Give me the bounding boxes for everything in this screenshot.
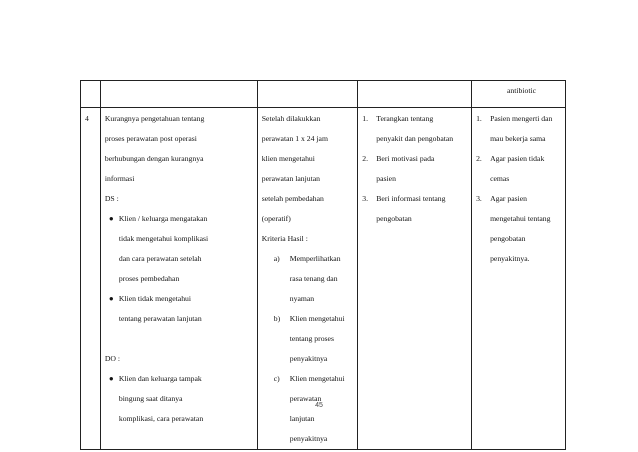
- intervention-continuation: pasien: [376, 174, 396, 183]
- criteria-continuation: tentang proses: [289, 334, 334, 343]
- problem-title-line: informasi: [104, 174, 135, 183]
- rationale-continuation: pengobatan: [490, 234, 526, 243]
- rationale-mark: 2.: [476, 154, 482, 163]
- row-number: 4: [85, 114, 89, 123]
- intervention-text: Beri informasi tentang: [376, 194, 446, 203]
- rationale-continuation: mau bekerja sama: [490, 134, 546, 143]
- cell-intervention: [358, 108, 472, 450]
- ds-label: DS :: [104, 194, 119, 203]
- page-number: 45: [315, 402, 323, 409]
- rationale-item: [476, 189, 561, 209]
- problem-title-line: Kurangnya pengetahuan tentang: [104, 114, 205, 123]
- cell-no-prev: [81, 81, 101, 108]
- criteria-mark: a): [273, 254, 280, 263]
- ds-item-continuation: tentang perawatan lanjutan: [118, 314, 202, 323]
- cell-problem-prev: [100, 81, 257, 108]
- rationale-mark: 3.: [476, 194, 482, 203]
- criteria-item: [262, 249, 354, 269]
- goal-line: Setelah dilakukkan: [261, 114, 321, 123]
- intervention-mark: 3.: [362, 194, 369, 203]
- criteria-item: [262, 309, 354, 329]
- cell-rationale: [472, 108, 566, 450]
- rationale-item: [476, 109, 561, 129]
- criteria-text: Klien mengetahui: [289, 314, 345, 323]
- rationale-continuation: mengetahui tentang: [490, 214, 551, 223]
- ds-item-continuation: tidak mengetahui komplikasi: [118, 234, 209, 243]
- ds-item-text: Klien / keluarga mengatakan: [118, 214, 208, 223]
- intervention-continuation: pengobatan: [376, 214, 412, 223]
- ds-item: [105, 209, 253, 229]
- cell-problem: [100, 108, 257, 450]
- criteria-continuation: rasa tenang dan: [289, 274, 338, 283]
- goal-line: (operatif): [261, 214, 291, 223]
- goal-line: setelah pembedahan: [261, 194, 324, 203]
- bullet-icon: ●: [108, 214, 114, 223]
- do-item-text: Klien dan keluarga tampak: [118, 374, 202, 383]
- ds-item-continuation: proses pembedahan: [118, 274, 180, 283]
- do-item: [105, 369, 253, 389]
- criteria-continuation: perawatan: [289, 394, 322, 403]
- intervention-text: Terangkan tentang: [376, 114, 434, 123]
- ds-item: [105, 289, 253, 309]
- bullet-icon: ●: [108, 294, 114, 303]
- problem-title-line: proses perawatan post operasi: [104, 134, 197, 143]
- rationale-continuation-text: antibiotic: [507, 86, 537, 95]
- criteria-mark: b): [273, 314, 281, 323]
- table-row: [81, 108, 566, 450]
- criteria-text: Memperlihatkan: [289, 254, 341, 263]
- goal-line: klien mengetahui: [261, 154, 315, 163]
- ds-item-continuation: dan cara perawatan setelah: [118, 254, 202, 263]
- ds-item-text: Klien tidak mengetahui: [118, 294, 192, 303]
- problem-title-line: berhubungan dengan kurangnya: [104, 154, 204, 163]
- criteria-continuation: penyakitnya: [289, 354, 328, 363]
- criteria-continuation: lanjutan: [289, 414, 315, 423]
- cell-rationale-prev: [472, 81, 566, 108]
- criteria-mark: c): [273, 374, 280, 383]
- table-row-previous: [81, 81, 566, 108]
- criteria-continuation: penyakitnya: [289, 434, 328, 443]
- criteria-label: Kriteria Hasil :: [261, 234, 308, 243]
- goal-line: perawatan 1 x 24 jam: [261, 134, 328, 143]
- rationale-item: [476, 149, 561, 169]
- intervention-mark: 2.: [362, 154, 369, 163]
- spacer: [105, 329, 253, 349]
- rationale-text: Agar pasien tidak: [490, 154, 545, 163]
- do-item-continuation: bingung saat ditanya: [118, 394, 183, 403]
- intervention-item: [362, 189, 467, 209]
- cell-row-number: [81, 108, 101, 450]
- criteria-text: Klien mengetahui: [289, 374, 345, 383]
- rationale-continuation: penyakitnya.: [490, 254, 530, 263]
- criteria-continuation: nyaman: [289, 294, 315, 303]
- intervention-mark: 1.: [362, 114, 369, 123]
- cell-goal: [257, 108, 358, 450]
- intervention-item: [362, 109, 467, 129]
- cell-intervention-prev: [358, 81, 472, 108]
- bullet-icon: ●: [108, 374, 114, 383]
- rationale-mark: 1.: [476, 114, 482, 123]
- do-item-continuation: komplikasi, cara perawatan: [118, 414, 204, 423]
- rationale-text: Pasien mengerti dan: [490, 114, 553, 123]
- nursing-care-plan-table: [80, 80, 566, 450]
- goal-line: perawatan lanjutan: [261, 174, 321, 183]
- intervention-text: Beri motivasi pada: [376, 154, 435, 163]
- cell-goal-prev: [257, 81, 358, 108]
- do-label: DO :: [104, 354, 121, 363]
- criteria-item: [262, 369, 354, 389]
- intervention-item: [362, 149, 467, 169]
- rationale-continuation: cemas: [490, 174, 510, 183]
- rationale-text: Agar pasien: [490, 194, 527, 203]
- intervention-continuation: penyakit dan pengobatan: [376, 134, 454, 143]
